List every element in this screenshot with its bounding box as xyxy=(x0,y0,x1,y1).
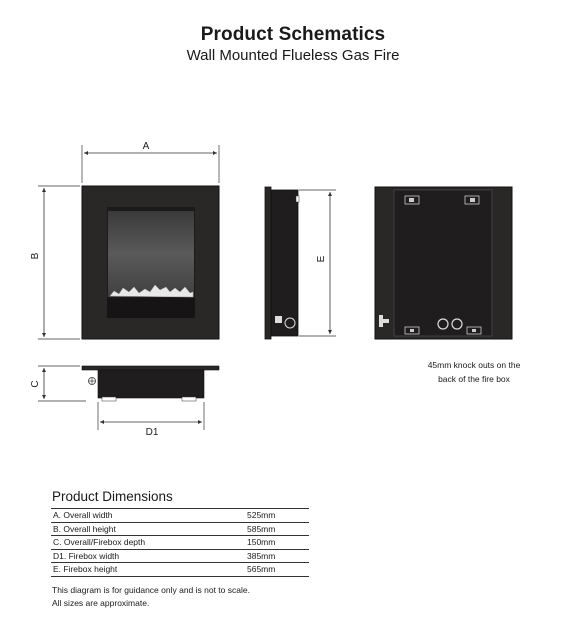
dimension-value: 565mm xyxy=(247,563,309,577)
page-subtitle: Wall Mounted Flueless Gas Fire xyxy=(186,47,400,64)
dimension-value: 150mm xyxy=(247,536,309,550)
dimension-label: A. Overall width xyxy=(51,509,247,523)
label-c: C xyxy=(30,380,41,388)
dimension-value: 385mm xyxy=(247,549,309,563)
rear-view xyxy=(375,187,512,339)
dimensions-title: Product Dimensions xyxy=(52,489,173,504)
table-row xyxy=(51,522,309,536)
label-a: A xyxy=(142,141,150,152)
table-row xyxy=(51,549,309,563)
dimension-label: B. Overall height xyxy=(51,522,247,536)
footnote-line: All sizes are approximate. xyxy=(52,598,150,608)
label-e: E xyxy=(316,255,327,263)
dimension-value: 585mm xyxy=(247,522,309,536)
dimensions-table xyxy=(51,508,309,577)
table-row xyxy=(51,563,309,577)
footnote xyxy=(52,584,250,610)
label-b: B xyxy=(30,252,41,260)
side-view xyxy=(265,187,336,339)
knockout-note: 45mm knock outs on the back of the fire box xyxy=(427,360,521,384)
footnote-line: This diagram is for guidance only and is not to scale. xyxy=(52,585,250,595)
glass-window xyxy=(108,211,194,297)
page-title: Product Schematics xyxy=(200,24,386,45)
dimension-label: E. Firebox height xyxy=(51,563,247,577)
dimension-label: C. Overall/Firebox depth xyxy=(51,536,247,550)
dimension-value: 525mm xyxy=(247,509,309,523)
dimension-label: D1. Firebox width xyxy=(51,549,247,563)
label-d1: D1 xyxy=(145,427,159,438)
table-row xyxy=(51,536,309,550)
top-view xyxy=(30,366,219,438)
front-view xyxy=(30,141,219,339)
table-row xyxy=(51,509,309,523)
